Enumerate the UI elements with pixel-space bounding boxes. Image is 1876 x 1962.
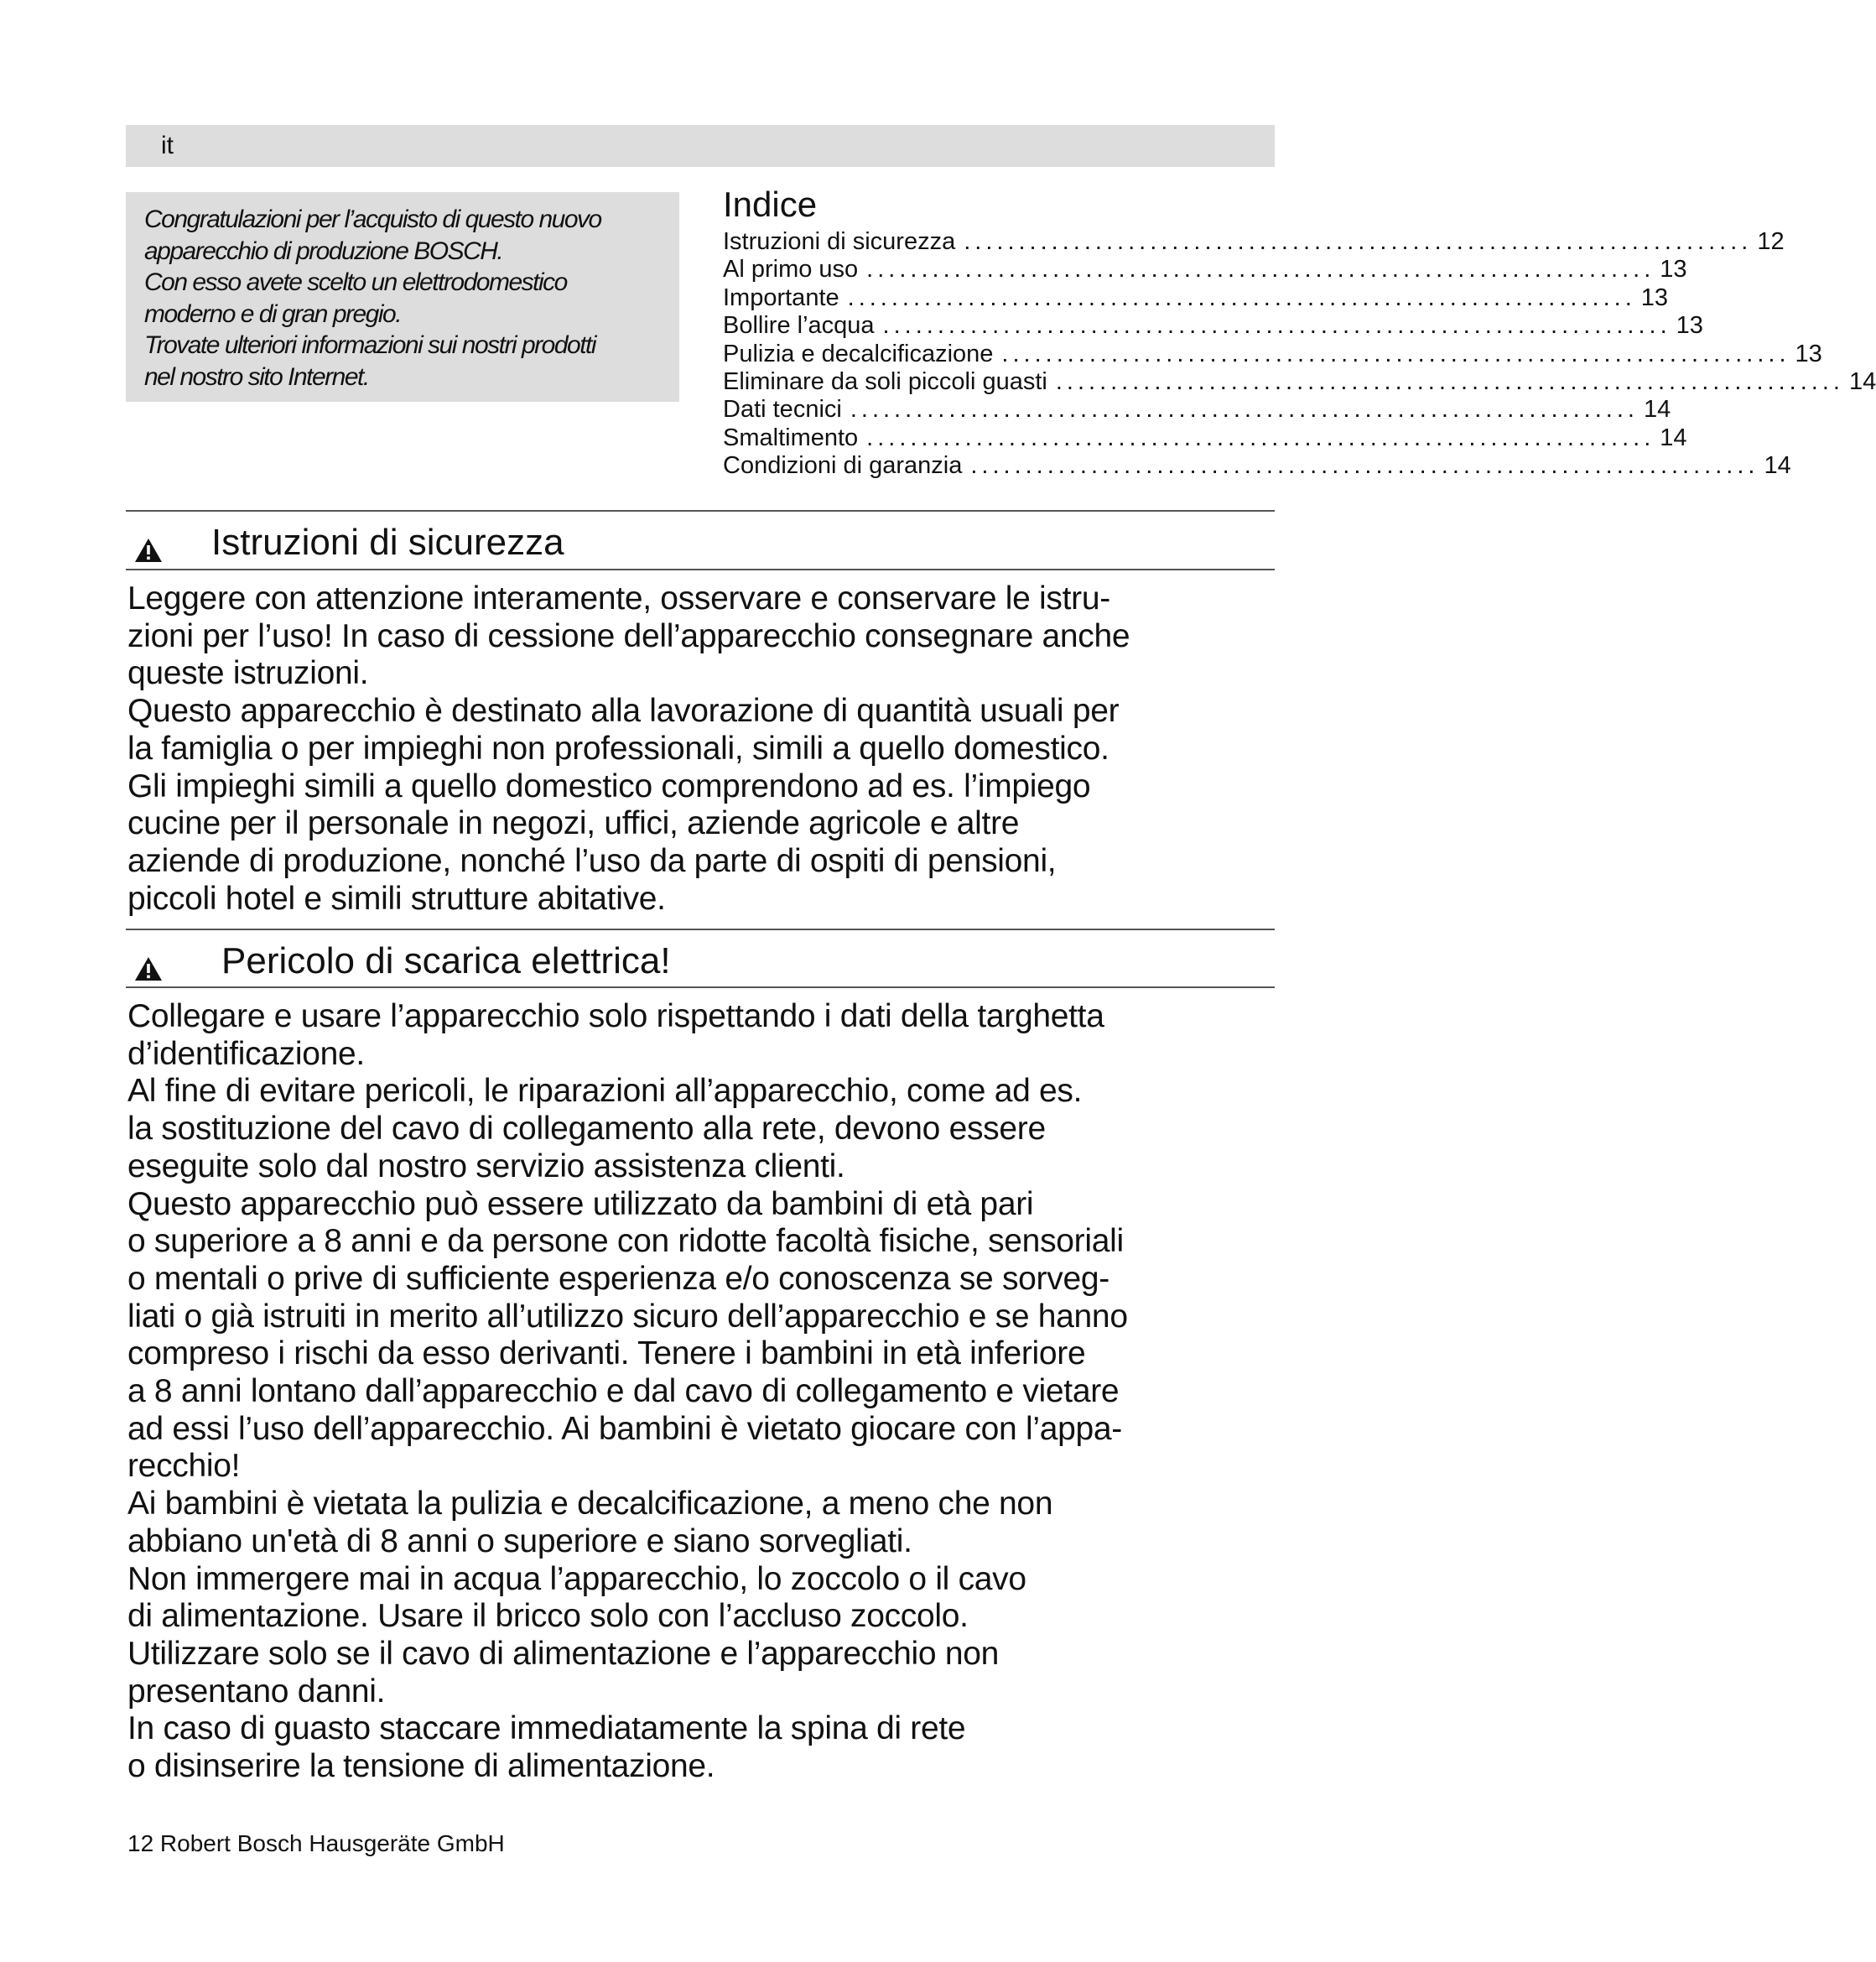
toc-title: Indice (723, 185, 818, 224)
section-divider (126, 510, 1275, 512)
toc-leader-dots: ........................................................................ (1001, 340, 1790, 367)
table-of-contents (723, 181, 1876, 481)
toc-item-label: Importante (723, 284, 839, 311)
toc-leader-dots: ........................................................................ (866, 424, 1655, 451)
paragraph-line: abbiano un'età di 8 anni o superiore e siano sorvegliati. (127, 1522, 912, 1559)
paragraph-line: o mentali o prive di sufficiente esperienza e/o conoscenza se sorveg- (127, 1260, 1109, 1297)
toc-item-label: Al primo uso (723, 256, 859, 284)
toc-item-page: 13 (1640, 284, 1669, 311)
toc-item-page: 14 (1660, 424, 1687, 451)
paragraph-line: Al fine di evitare pericoli, le riparazioni all’apparecchio, come ad es. (127, 1073, 1083, 1110)
toc-item-label: Istruzioni di sicurezza (723, 228, 956, 255)
intro-line: Congratulazioni per l’acquisto di questo nuovo (144, 206, 601, 233)
paragraph-line: d’identificazione. (127, 1035, 365, 1072)
section-divider (126, 929, 1275, 930)
toc-leader-dots: ........................................................................ (882, 312, 1671, 340)
intro-line: nel nostro sito Internet. (144, 362, 369, 391)
paragraph-line: queste istruzioni. (127, 655, 369, 692)
language-bar (126, 125, 1275, 167)
paragraph-line: cucine per il personale in negozi, uffici, aziende agricole e altre (127, 805, 1020, 842)
toc-item-page: 13 (1676, 312, 1703, 340)
paragraph-line: liati o già istruiti in merito all’utilizzo sicuro dell’apparecchio e se hanno (127, 1298, 1128, 1335)
section-title: Pericolo di scarica elettrica! (221, 940, 671, 981)
intro-line: Trovate ulteriori informazioni sui nostri prodotti (144, 331, 596, 359)
toc-item (723, 367, 1876, 396)
toc-item (723, 228, 1785, 256)
paragraph-line: o superiore a 8 anni e da persone con ridotte facoltà fisiche, sensoriali (127, 1223, 1124, 1260)
language-code: it (161, 132, 174, 159)
toc-leader-dots: ........................................................................ (847, 284, 1636, 311)
warning-triangle-icon (134, 538, 163, 563)
paragraph-line: Ai bambini è vietata la pulizia e decalcificazione, a meno che non (127, 1486, 1053, 1522)
toc-item-page: 13 (1660, 256, 1687, 284)
toc-leader-dots: ........................................................................ (1055, 367, 1844, 395)
section-body-safety (127, 580, 1285, 918)
warning-triangle-icon (134, 956, 163, 981)
paragraph-line: In caso di guasto staccare immediatamente la spina di rete (127, 1710, 966, 1747)
paragraph-line: ad essi l’uso dell’apparecchio. Ai bambini è vietato giocare con l’appa- (127, 1410, 1122, 1447)
paragraph-line: Questo apparecchio è destinato alla lavorazione di quantità usuali per (127, 693, 1120, 730)
paragraph-line: a 8 anni lontano dall’apparecchio e dal cavo di collegamento e vietare (127, 1373, 1120, 1410)
intro-line: Con esso avete scelto un elettrodomestico (144, 268, 567, 296)
toc-item-label: Eliminare da soli piccoli guasti (723, 367, 1047, 395)
toc-item-page: 13 (1795, 340, 1822, 367)
paragraph-line: Utilizzare solo se il cavo di alimentazione e l’apparecchio non (127, 1635, 999, 1672)
section-body-electric (127, 998, 1285, 1786)
toc-item (723, 256, 1687, 284)
toc-item (723, 312, 1703, 340)
paragraph-line: compreso i rischi da esso derivanti. Tenere i bambini in età inferiore (127, 1335, 1086, 1372)
toc-item-label: Dati tecnici (723, 396, 842, 424)
section-title: Istruzioni di sicurezza (211, 522, 564, 563)
toc-leader-dots: ........................................................................ (850, 396, 1639, 424)
paragraph-line: zioni per l’uso! In caso di cessione dell’apparecchio consegnare anche (127, 617, 1130, 654)
paragraph-line: eseguite solo dal nostro servizio assistenza clienti. (127, 1148, 845, 1184)
paragraph-line: Leggere con attenzione interamente, osservare e conservare le istru- (127, 580, 1110, 617)
paragraph-line: la sostituzione del cavo di collegamento alla rete, devono essere (127, 1111, 1046, 1148)
section-divider (126, 569, 1275, 570)
toc-item (723, 396, 1671, 424)
toc-item-label: Bollire l’acqua (723, 312, 875, 340)
toc-list (723, 228, 1876, 481)
paragraph-line: recchio! (127, 1448, 241, 1485)
paragraph-line: di alimentazione. Usare il bricco solo con l’accluso zoccolo. (127, 1598, 969, 1635)
section-divider (126, 986, 1275, 988)
paragraph-line: presentano danni. (127, 1673, 386, 1710)
toc-item-label: Smaltimento (723, 424, 859, 451)
paragraph-line: o disinserire la tensione di alimentazione. (127, 1748, 715, 1785)
paragraph-line: Non immergere mai in acqua l’apparecchio, lo zoccolo o il cavo (127, 1560, 1026, 1597)
toc-leader-dots: ........................................................................ (964, 228, 1753, 255)
paragraph-line: aziende di produzione, nonché l’uso da parte di ospiti di pensioni, (127, 842, 1057, 879)
toc-leader-dots: ........................................................................ (866, 256, 1655, 284)
intro-line: moderno e di gran pregio. (144, 299, 402, 328)
toc-item-page: 14 (1643, 396, 1671, 424)
toc-item-label: Pulizia e decalcificazione (723, 340, 994, 367)
section-heading-electric (126, 938, 1275, 986)
toc-item (723, 284, 1669, 312)
toc-item (723, 452, 1791, 480)
section-heading-safety (126, 519, 1275, 568)
intro-line: apparecchio di produzione BOSCH. (144, 237, 503, 265)
paragraph-line: Questo apparecchio può essere utilizzato da bambini di età pari (127, 1185, 1034, 1222)
toc-item (723, 340, 1822, 368)
paragraph-line: Gli impieghi simili a quello domestico comprendono ad es. l’impiego (127, 768, 1091, 804)
toc-item-label: Condizioni di garanzia (723, 452, 963, 480)
paragraph-line: piccoli hotel e simili strutture abitative. (127, 880, 666, 917)
paragraph-line: Collegare e usare l’apparecchio solo rispettando i dati della targhetta (127, 998, 1104, 1034)
page-footer: 12 Robert Bosch Hausgeräte GmbH (127, 1830, 505, 1856)
toc-item-page: 14 (1848, 367, 1876, 395)
toc-leader-dots: ........................................................................ (970, 452, 1759, 480)
intro-box (126, 192, 679, 402)
toc-item (723, 424, 1687, 452)
toc-item-page: 14 (1764, 452, 1791, 480)
paragraph-line: la famiglia o per impieghi non professionali, simili a quello domestico. (127, 730, 1109, 767)
toc-item-page: 12 (1757, 228, 1785, 255)
